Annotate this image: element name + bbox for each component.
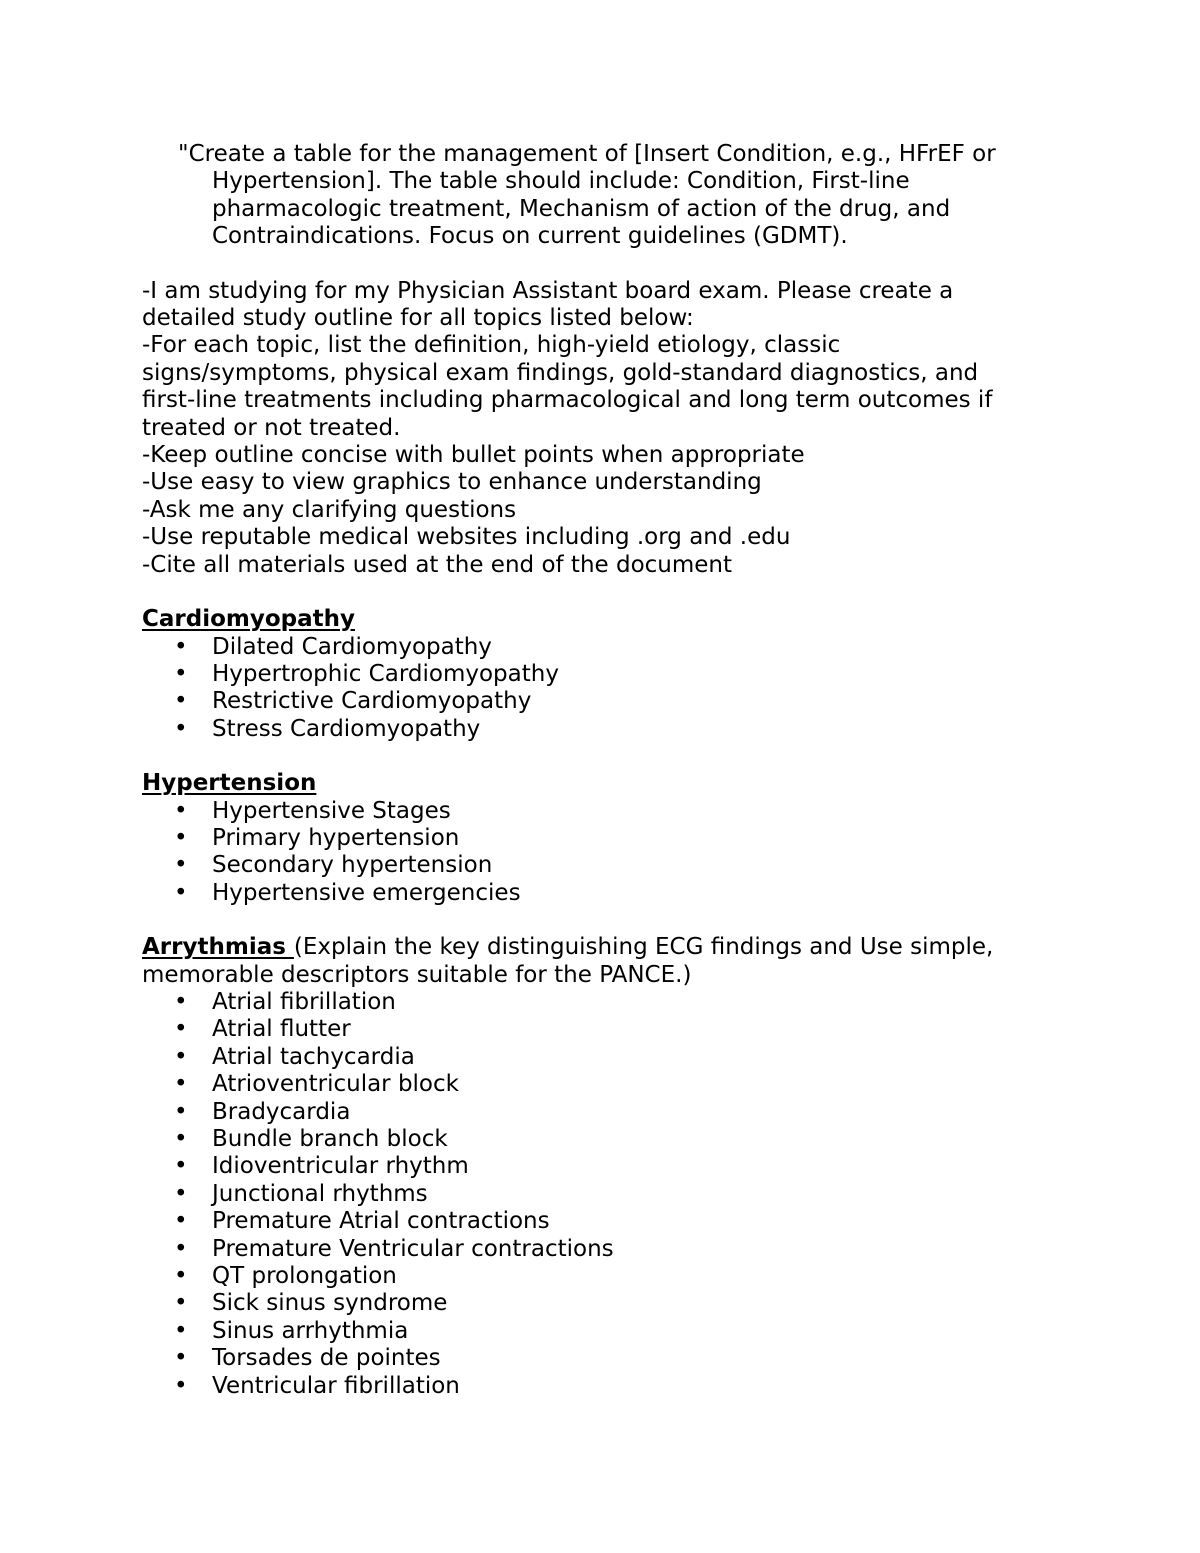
instruction-line: -Ask me any clarifying questions <box>142 496 517 523</box>
list-item <box>142 1236 1042 1263</box>
bullet-icon: • <box>174 1126 188 1152</box>
list-item-text: Primary hypertension <box>212 824 460 851</box>
section-title: Hypertension <box>142 770 317 797</box>
bullet-icon: • <box>174 1071 188 1098</box>
list-item <box>142 1318 1042 1345</box>
section-heading <box>142 770 1022 797</box>
list-item <box>142 825 1042 852</box>
prompt-paragraph: "Create a table for the management of [Insert Condition, e.g., HFrEF or Hypertension]. The table should include: Condition, First-line pharmacologic treatment, Mechanism of action of the drug, and Contraindications. Focus on current guidelines (GDMT). <box>178 141 996 250</box>
section-title: Arrythmias <box>142 934 294 961</box>
list-item <box>142 661 1042 688</box>
instruction-line: -For each topic, list the definition, high-yield etiology, classic signs/symptoms, physical exam findings, gold-standard diagnostics, and first-line treatments including pharmacological and long term outcomes if treated or not treated. <box>142 332 993 441</box>
bullet-icon: • <box>174 1016 188 1043</box>
section-note: (Explain the key distinguishing ECG findings and Use simple, memorable descriptors suitable for the PANCE.) <box>142 934 994 988</box>
list-item-text: Premature Ventricular contractions <box>212 1235 614 1262</box>
instructions-block <box>142 278 1042 579</box>
instruction-line: -I am studying for my Physician Assistant board exam. Please create a detailed study outline for all topics listed below: <box>142 277 954 332</box>
list-item-text: Premature Atrial contractions <box>212 1208 550 1235</box>
section-title: Cardiomyopathy <box>142 606 355 633</box>
list-item <box>142 1373 1042 1400</box>
list-item <box>142 1016 1042 1043</box>
list-item-text: Torsades de pointes <box>212 1345 441 1372</box>
list-item <box>142 1071 1042 1098</box>
bullet-icon: • <box>174 1317 188 1344</box>
bullet-icon: • <box>174 1372 188 1399</box>
list-item <box>142 1345 1042 1372</box>
list-item-text: Atrioventricular block <box>212 1071 459 1098</box>
list-item <box>142 852 1042 879</box>
list-item-text: Hypertensive emergencies <box>212 879 521 906</box>
instruction-line: -Use reputable medical websites including .org and .edu <box>142 524 791 551</box>
bullet-icon: • <box>174 660 188 687</box>
list-item-text: Ventricular fibrillation <box>212 1372 460 1399</box>
document-page <box>142 141 1042 1427</box>
instruction-line: -Cite all materials used at the end of the document <box>142 551 733 578</box>
list-item-text: Junctional rhythms <box>212 1180 428 1207</box>
list-item-text: Sinus arrhythmia <box>212 1317 409 1344</box>
list-item-text: Sick sinus syndrome <box>212 1290 448 1317</box>
instruction-line: -Keep outline concise with bullet points when appropriate <box>142 442 805 469</box>
list-item-text: Restrictive Cardiomyopathy <box>212 688 532 715</box>
list-item <box>142 989 1042 1016</box>
bullet-icon: • <box>174 1345 188 1372</box>
list-item <box>142 1208 1042 1235</box>
section-cardiomyopathy <box>142 606 1042 743</box>
bullet-icon: • <box>174 879 188 906</box>
list-item <box>142 634 1042 661</box>
bullet-icon: • <box>174 1263 188 1290</box>
list-item-text: Atrial flutter <box>212 1016 351 1043</box>
bullet-icon: • <box>174 988 188 1015</box>
bullet-icon: • <box>174 1098 188 1125</box>
bullet-icon: • <box>174 633 188 660</box>
list-item <box>142 1153 1042 1180</box>
instruction-line: -Use easy to view graphics to enhance understanding <box>142 469 762 496</box>
bullet-icon: • <box>174 1290 188 1317</box>
list-item-text: Atrial fibrillation <box>212 988 396 1015</box>
list-item-text: Hypertensive Stages <box>212 797 451 824</box>
list-item <box>142 1263 1042 1290</box>
list-item <box>142 1044 1042 1071</box>
bullet-icon: • <box>174 852 188 879</box>
bullet-icon: • <box>174 1043 188 1070</box>
list-item-text: Secondary hypertension <box>212 852 493 879</box>
list-item-text: Idioventricular rhythm <box>212 1153 469 1180</box>
list-item <box>142 1126 1042 1153</box>
section-hypertension <box>142 770 1042 907</box>
topic-list <box>142 634 1042 744</box>
list-item <box>142 880 1042 907</box>
section-heading <box>142 606 1022 633</box>
list-item <box>142 798 1042 825</box>
list-item-text: Hypertrophic Cardiomyopathy <box>212 660 559 687</box>
list-item-text: Atrial tachycardia <box>212 1043 415 1070</box>
bullet-icon: • <box>174 797 188 824</box>
bullet-icon: • <box>174 1180 188 1207</box>
bullet-icon: • <box>174 1153 188 1180</box>
section-arrythmias <box>142 934 1042 1400</box>
list-item-text: QT prolongation <box>212 1263 397 1290</box>
topic-list <box>142 798 1042 908</box>
bullet-icon: • <box>174 715 188 742</box>
bullet-icon: • <box>174 1208 188 1235</box>
topic-list <box>142 989 1042 1400</box>
list-item <box>142 1181 1042 1208</box>
list-item <box>142 1290 1042 1317</box>
list-item <box>142 688 1042 715</box>
section-heading <box>142 934 1022 989</box>
list-item-text: Bradycardia <box>212 1098 351 1125</box>
bullet-icon: • <box>174 824 188 851</box>
list-item <box>142 716 1042 743</box>
bullet-icon: • <box>174 688 188 715</box>
list-item-text: Bundle branch block <box>212 1126 448 1152</box>
bullet-icon: • <box>174 1235 188 1262</box>
list-item <box>142 1099 1042 1126</box>
list-item-text: Dilated Cardiomyopathy <box>212 633 492 660</box>
list-item-text: Stress Cardiomyopathy <box>212 715 481 742</box>
